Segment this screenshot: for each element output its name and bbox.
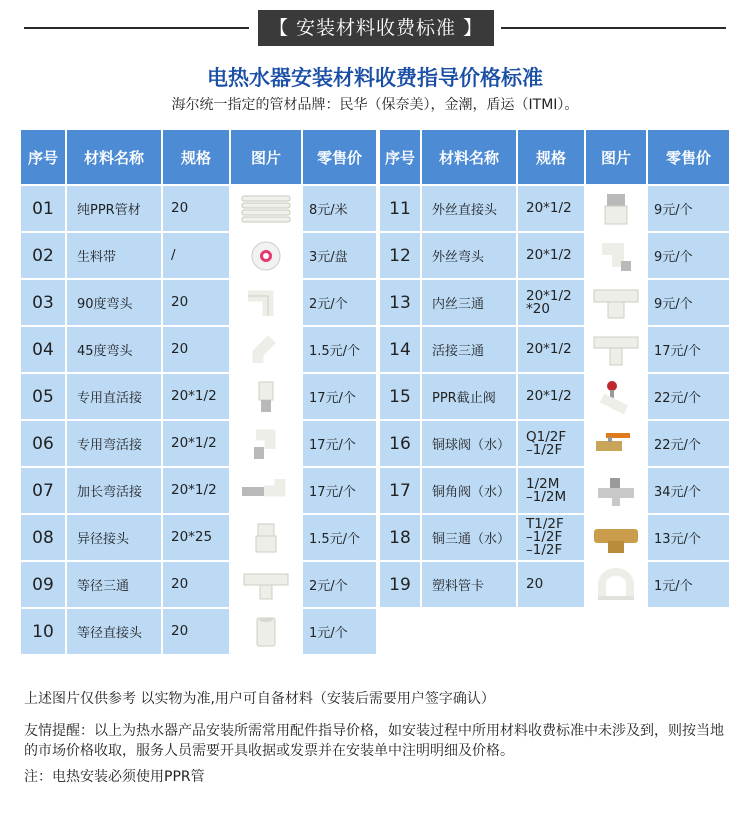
row-number: 12 xyxy=(380,233,420,278)
page-subtitle: 海尔统一指定的管材品牌：民华（保奈美），金潮，盾运（ITMI）。 xyxy=(171,97,579,113)
table-row xyxy=(21,233,376,278)
material-picture xyxy=(586,280,646,325)
table-row xyxy=(21,515,376,560)
pipe-clip-icon xyxy=(588,568,644,602)
material-name: 专用弯活接 xyxy=(67,421,161,466)
note-ppr: 注：电热安装必须使用PPR管 xyxy=(24,769,205,785)
table-row xyxy=(380,468,729,513)
material-name: 45度弯头 xyxy=(67,327,161,372)
material-name: 内丝三通 xyxy=(422,280,516,325)
header-cell: 图片 xyxy=(231,130,301,184)
table-row xyxy=(380,233,729,278)
material-name: 铜角阀（水） xyxy=(422,468,516,513)
table-row xyxy=(380,186,729,231)
table-row xyxy=(21,186,376,231)
material-name: 90度弯头 xyxy=(67,280,161,325)
row-number: 09 xyxy=(21,562,65,607)
retail-price: 17元/个 xyxy=(648,327,729,372)
header-cell: 材料名称 xyxy=(67,130,161,184)
material-picture xyxy=(231,562,301,607)
row-number: 17 xyxy=(380,468,420,513)
note-reference: 上述图片仅供参考 以实物为准,用户可自备材料（安装后需要用户签字确认） xyxy=(24,691,495,707)
retail-price: 1.5元/个 xyxy=(303,327,376,372)
union-tee-icon xyxy=(588,333,644,367)
material-name: 纯PPR管材 xyxy=(67,186,161,231)
table-row xyxy=(380,327,729,372)
female-thread-tee-icon xyxy=(588,286,644,320)
row-number: 18 xyxy=(380,515,420,560)
material-name: 铜三通（水） xyxy=(422,515,516,560)
row-number: 14 xyxy=(380,327,420,372)
material-spec: Q1/2F –1/2F xyxy=(518,421,584,466)
table-row xyxy=(21,280,376,325)
retail-price: 17元/个 xyxy=(303,468,376,513)
retail-price: 9元/个 xyxy=(648,233,729,278)
material-spec: 20 xyxy=(163,280,229,325)
row-number: 01 xyxy=(21,186,65,231)
coupling-icon xyxy=(238,615,294,649)
material-picture xyxy=(586,468,646,513)
banner-area xyxy=(0,10,750,46)
header-cell: 序号 xyxy=(380,130,420,184)
material-name: 活接三通 xyxy=(422,327,516,372)
material-name: 等径三通 xyxy=(67,562,161,607)
material-spec: 20 xyxy=(163,186,229,231)
male-thread-elbow-icon xyxy=(588,239,644,273)
material-spec: 20*1/2 xyxy=(518,327,584,372)
header-cell: 规格 xyxy=(518,130,584,184)
material-picture xyxy=(231,233,301,278)
elbow-union-icon xyxy=(238,427,294,461)
material-picture xyxy=(586,374,646,419)
retail-price: 22元/个 xyxy=(648,374,729,419)
elbow-45-icon xyxy=(238,333,294,367)
table-row xyxy=(21,421,376,466)
retail-price: 17元/个 xyxy=(303,421,376,466)
material-picture xyxy=(586,186,646,231)
teflon-tape-icon xyxy=(238,239,294,273)
retail-price: 9元/个 xyxy=(648,280,729,325)
material-name: 塑料管卡 xyxy=(422,562,516,607)
material-spec: 1/2M –1/2M xyxy=(518,468,584,513)
material-spec: 20 xyxy=(163,562,229,607)
row-number: 16 xyxy=(380,421,420,466)
material-picture xyxy=(586,233,646,278)
banner-title: 【 安装材料收费标准 】 xyxy=(258,10,494,46)
material-spec: 20*1/2 xyxy=(163,468,229,513)
row-number: 07 xyxy=(21,468,65,513)
reducer-icon xyxy=(238,521,294,555)
retail-price: 13元/个 xyxy=(648,515,729,560)
material-spec: / xyxy=(163,233,229,278)
material-spec: 20*1/2 xyxy=(163,421,229,466)
material-name: 加长弯活接 xyxy=(67,468,161,513)
table-row xyxy=(380,280,729,325)
table-header-row xyxy=(21,130,376,184)
material-spec: 20 xyxy=(163,327,229,372)
retail-price: 22元/个 xyxy=(648,421,729,466)
long-elbow-union-icon xyxy=(238,474,294,508)
material-picture xyxy=(586,515,646,560)
material-picture xyxy=(231,280,301,325)
material-name: 生料带 xyxy=(67,233,161,278)
row-number: 06 xyxy=(21,421,65,466)
retail-price: 1元/个 xyxy=(303,609,376,654)
retail-price: 1元/个 xyxy=(648,562,729,607)
material-name: PPR截止阀 xyxy=(422,374,516,419)
row-number: 19 xyxy=(380,562,420,607)
material-picture xyxy=(231,374,301,419)
row-number: 04 xyxy=(21,327,65,372)
retail-price: 34元/个 xyxy=(648,468,729,513)
table-row xyxy=(380,515,729,560)
material-name: 专用直活接 xyxy=(67,374,161,419)
table-row xyxy=(21,468,376,513)
angle-valve-icon xyxy=(588,474,644,508)
retail-price: 2元/个 xyxy=(303,562,376,607)
table-row xyxy=(21,374,376,419)
material-spec: 20*1/2 *20 xyxy=(518,280,584,325)
retail-price: 9元/个 xyxy=(648,186,729,231)
retail-price: 2元/个 xyxy=(303,280,376,325)
material-picture xyxy=(231,609,301,654)
material-picture xyxy=(586,327,646,372)
ball-valve-icon xyxy=(588,427,644,461)
banner-line-left xyxy=(24,27,249,29)
material-picture xyxy=(586,562,646,607)
material-spec: 20*1/2 xyxy=(163,374,229,419)
material-spec: 20*1/2 xyxy=(518,233,584,278)
row-number: 11 xyxy=(380,186,420,231)
header-cell: 图片 xyxy=(586,130,646,184)
table-row xyxy=(380,562,729,607)
material-picture xyxy=(231,468,301,513)
header-cell: 规格 xyxy=(163,130,229,184)
material-spec: 20*1/2 xyxy=(518,374,584,419)
header-cell: 材料名称 xyxy=(422,130,516,184)
price-table-right xyxy=(380,130,729,609)
brass-tee-icon xyxy=(588,521,644,555)
male-thread-coupling-icon xyxy=(588,192,644,226)
table-row xyxy=(380,374,729,419)
header-cell: 序号 xyxy=(21,130,65,184)
material-picture xyxy=(231,186,301,231)
material-name: 异径接头 xyxy=(67,515,161,560)
row-number: 03 xyxy=(21,280,65,325)
table-header-row xyxy=(380,130,729,184)
material-spec: 20*25 xyxy=(163,515,229,560)
retail-price: 8元/米 xyxy=(303,186,376,231)
material-spec: 20 xyxy=(163,609,229,654)
material-spec: T1/2F –1/2F –1/2F xyxy=(518,515,584,560)
material-spec: 20 xyxy=(518,562,584,607)
material-picture xyxy=(231,421,301,466)
retail-price: 17元/个 xyxy=(303,374,376,419)
material-name: 铜球阀（水） xyxy=(422,421,516,466)
table-row xyxy=(21,327,376,372)
material-picture xyxy=(231,515,301,560)
row-number: 05 xyxy=(21,374,65,419)
row-number: 10 xyxy=(21,609,65,654)
retail-price: 1.5元/个 xyxy=(303,515,376,560)
price-table-left xyxy=(21,130,376,656)
header-cell: 零售价 xyxy=(303,130,376,184)
note-reminder: 友情提醒：以上为热水器产品安装所需常用配件指导价格，如安装过程中所用材料收费标准中未涉及到，则按当地的市场价格收取，服务人员需要开具收据或发票并在安装单中注明明细及价格。 xyxy=(24,723,724,759)
retail-price: 3元/盘 xyxy=(303,233,376,278)
stop-valve-icon xyxy=(588,380,644,414)
elbow-90-icon xyxy=(238,286,294,320)
material-picture xyxy=(586,421,646,466)
material-name: 等径直接头 xyxy=(67,609,161,654)
material-spec: 20*1/2 xyxy=(518,186,584,231)
page-title: 电热水器安装材料收费指导价格标准 xyxy=(207,66,543,90)
banner-line-right xyxy=(501,27,726,29)
material-name: 外丝弯头 xyxy=(422,233,516,278)
material-name: 外丝直接头 xyxy=(422,186,516,231)
straight-union-icon xyxy=(238,380,294,414)
row-number: 13 xyxy=(380,280,420,325)
header-cell: 零售价 xyxy=(648,130,729,184)
tee-icon xyxy=(238,568,294,602)
row-number: 15 xyxy=(380,374,420,419)
material-picture xyxy=(231,327,301,372)
row-number: 08 xyxy=(21,515,65,560)
table-row xyxy=(21,562,376,607)
table-row xyxy=(21,609,376,654)
row-number: 02 xyxy=(21,233,65,278)
table-row xyxy=(380,421,729,466)
ppr-pipes-icon xyxy=(238,192,294,226)
